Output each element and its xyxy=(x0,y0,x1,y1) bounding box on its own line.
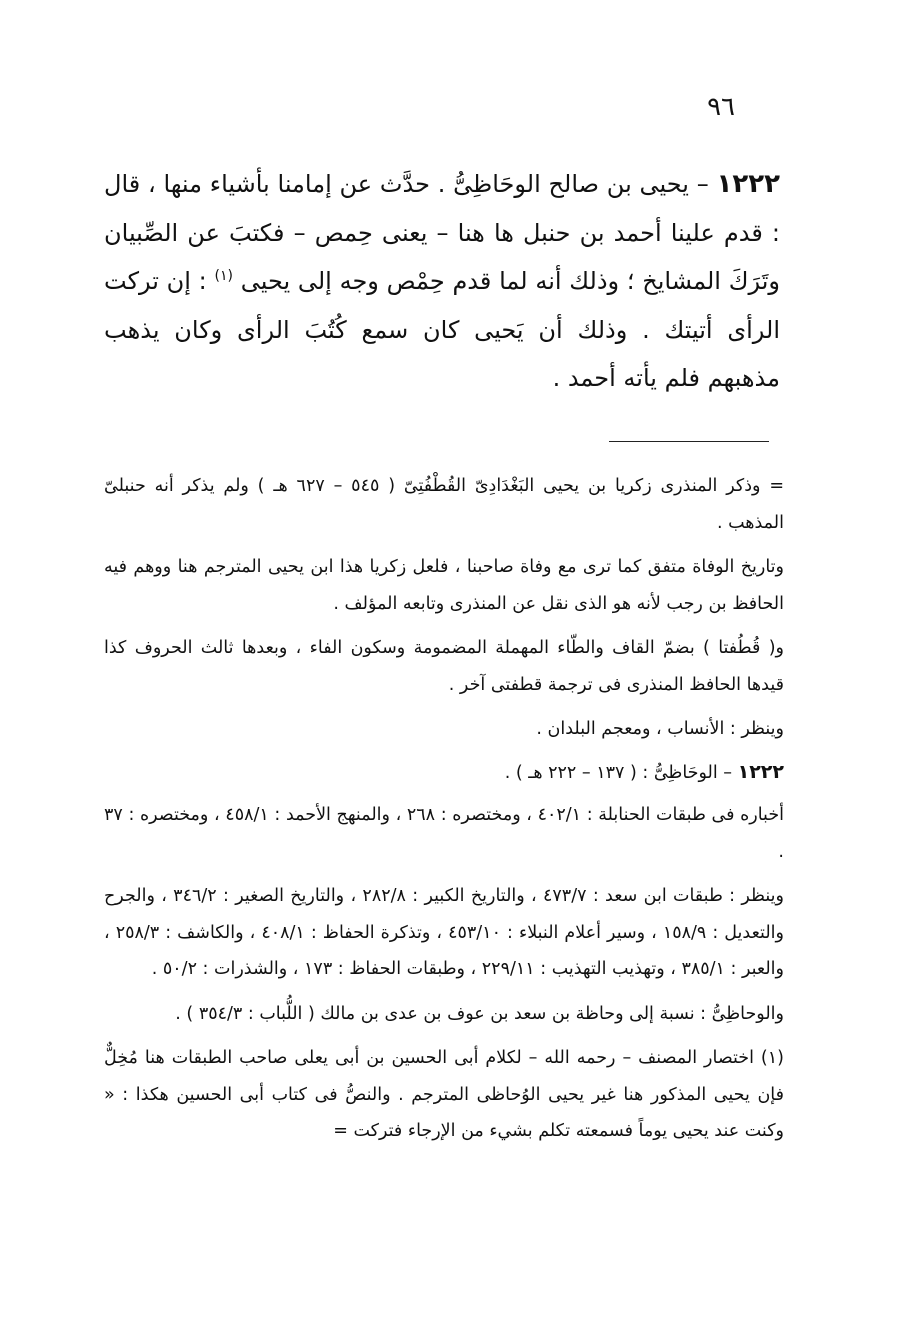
note-death-date: وتاريخ الوفاة متفق كما ترى مع وفاة صاحبنا ، فلعل زكريا هذا ابن يحيى المترجم هنا ووهم فيه الحافظ بن رجب لأنه هو الذى نقل عن المنذرى وتابعه المؤلف . xyxy=(104,557,784,614)
entry-paragraph xyxy=(104,160,780,403)
note-nisba: والوحاظِىُّ : نسبة إلى وحاظة بن سعد بن عوف بن عدى بن مالك ( اللُّباب : ٣٥٤/٣ ) . xyxy=(175,1003,784,1024)
footnote-reference: (١) xyxy=(214,268,233,284)
note-entry-heading xyxy=(104,754,784,792)
note-references: وينظر : طبقات ابن سعد : ٤٧٣/٧ ، والتاريخ الكبير : ٢٨٢/٨ ، والتاريخ الصغير : ٣٤٦/٢ ، والجرح والتعديل : ١٥٨/٩ ، وسير أعلام النبلاء : ٤٥٣/١٠ ، وتذكرة الحفاظ : ٤٠٨/١ ، والكاشف : ٢٥٨/٣ ، والعبر : ٣٨٥/١ ، وتهذيب التهذيب : ٢٢٩/١١ ، وطبقات الحفاظ : ١٧٣ ، والشذرات : ٥٠/٢ . xyxy=(104,886,785,979)
entry-text-tail: : إن تركت الرأى أتيتك . وذلك أن يَحيى كان سمع كُتُبَ الرأى وكان يذهب مذهبهم فلم يأته أحمد . xyxy=(104,267,780,392)
entry-text-head: – يحيى بن صالح الوحَاظِىُّ . حدَّث عن إمامنا بأشياء منها ، قال : قدم علينا أحمد بن حنبل ها هنا – يعنى حِمص – فكتبَ عن الصِّبيان وتَرَكَ المشايخ ؛ وذلك أنه لما قدم حِمْص وجه إلى يحيى xyxy=(104,170,780,295)
page-number: ٩٦ xyxy=(707,92,735,122)
footnote-separator xyxy=(609,441,769,442)
note-sources: أخباره فى طبقات الحنابلة : ٤٠٢/١ ، ومختصره : ٢٦٨ ، والمنهج الأحمد : ٤٥٨/١ ، ومختصره : ٣٧ . xyxy=(104,805,785,862)
note-spelling: و( قُطُفتا ) بضمّ القاف والطّاء المهملة المضمومة وسكون الفاء ، وبعدها ثالث الحروف كذا قيدها الحافظ المنذرى فى ترجمة قطفتى آخر . xyxy=(104,638,784,695)
note-entry-number: ١٢٢٢ xyxy=(737,760,784,783)
note-see-also: وينظر : الأنساب ، ومعجم البلدان . xyxy=(536,719,784,739)
footnotes xyxy=(104,468,784,1158)
note-entry-dates: – الوحَاظِىُّ : ( ١٣٧ – ٢٢٢ هـ ) . xyxy=(504,762,738,783)
note-qutfuti: = وذكر المنذرى زكريا بن يحيى البَغْدَادِىّ القُطْفُتِىّ ( ٥٤٥ – ٦٢٧ هـ ) ولم يذكر أنه حنبلىّ المذهب . xyxy=(104,476,784,533)
entry-number: ١٢٢٢ xyxy=(716,169,780,199)
main-entry xyxy=(104,160,780,403)
footnote-1: (١) اختصار المصنف – رحمه الله – لكلام أبى الحسين بن أبى يعلى صاحب الطبقات هنا مُخِلٌّ فإن يحيى المذكور هنا غير يحيى الوُحاظى المترجم . والنصُّ فى كتاب أبى الحسين هكذا : « وكنت عند يحيى يوماً فسمعته تكلم بشيء من الإرجاء فتركت = xyxy=(104,1048,784,1141)
